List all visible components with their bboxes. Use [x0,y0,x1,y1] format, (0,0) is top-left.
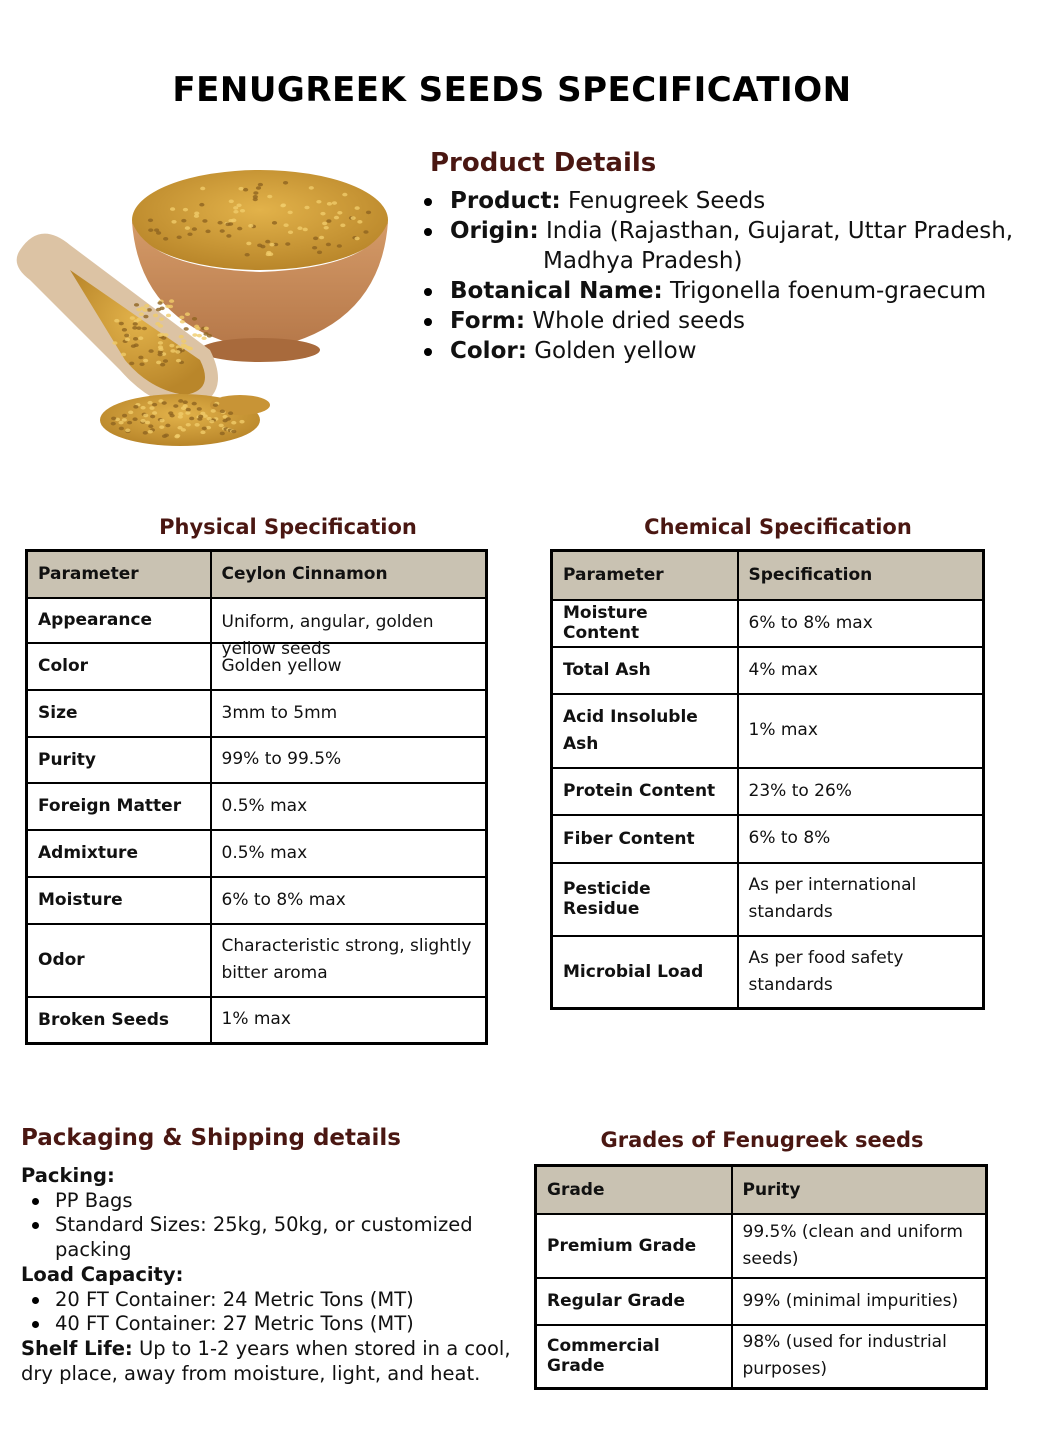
list-item: PP Bags [21,1189,511,1214]
value-cell: As per food safety standards [738,936,984,1009]
detail-color: Color: Golden yellow [422,336,1022,366]
value-cell: As per international standards [738,863,984,936]
parameter-cell: Size [27,690,211,737]
parameter-cell: Microbial Load [552,936,738,1009]
value-cell: 0.5% max [211,783,487,830]
parameter-cell: Total Ash [552,647,738,694]
parameter-cell: Moisture Content [552,600,738,647]
table-row [27,830,487,877]
shelf-life [21,1337,511,1386]
purity-cell: 99% (minimal impurities) [732,1278,987,1325]
grades-table [534,1164,988,1390]
parameter-cell: Fiber Content [552,815,738,863]
grade-cell: Regular Grade [536,1278,732,1325]
packaging-heading: Packaging & Shipping details [21,1125,401,1151]
load-capacity-label: Load Capacity: [21,1262,184,1286]
product-details-heading: Product Details [430,148,657,178]
table-row [552,694,984,768]
table-row [552,647,984,694]
table-row [27,690,487,737]
parameter-cell: Broken Seeds [27,997,211,1044]
parameter-cell: Color [27,643,211,690]
chemical-spec-heading: Chemical Specification [644,515,912,539]
grade-cell: Commercial Grade [536,1325,732,1389]
table-row [27,877,487,924]
parameter-cell: Pesticide Residue [552,863,738,936]
parameter-cell: Protein Content [552,768,738,815]
table-row [536,1325,987,1389]
table-row [27,783,487,830]
value-cell: 99% to 99.5% [211,737,487,783]
parameter-cell: Admixture [27,830,211,877]
shelf-life-text: Up to 1-2 years when stored in a cool, dry place, away from moisture, light, and heat. [21,1336,511,1385]
parameter-cell: Moisture [27,877,211,924]
column-header: Specification [738,551,984,600]
table-row [552,768,984,815]
value-cell: Uniform, angular, golden yellow seeds [211,598,487,643]
table-row [536,1278,987,1325]
product-details-list [422,186,1022,366]
purity-cell: 99.5% (clean and uniform seeds) [732,1214,987,1278]
value-cell: 3mm to 5mm [211,690,487,737]
packing-label: Packing: [21,1164,115,1187]
table-row [536,1214,987,1278]
page-title: FENUGREEK SEEDS SPECIFICATION [172,70,852,110]
table-row [27,598,487,643]
value-cell: 6% to 8% [738,815,984,863]
load-capacity-list [21,1288,511,1337]
parameter-cell: Acid Insoluble Ash [552,694,738,768]
parameter-cell: Foreign Matter [27,783,211,830]
column-header: Ceylon Cinnamon [211,551,487,598]
physical-spec-table [25,549,488,1045]
parameter-cell: Appearance [27,598,211,643]
physical-spec-heading: Physical Specification [159,515,417,539]
list-item: Standard Sizes: 25kg, 50kg, or customized packing [21,1213,511,1262]
table-row [27,737,487,783]
detail-origin: Origin: India (Rajasthan, Gujarat, Uttar Pradesh, Madhya Pradesh) [422,216,1022,276]
table-header-row [27,551,487,598]
packing-list [21,1189,511,1263]
value-cell: 1% max [211,997,487,1044]
table-row [27,997,487,1044]
table-row [552,815,984,863]
grades-heading: Grades of Fenugreek seeds [600,1128,924,1152]
detail-product: Product: Fenugreek Seeds [422,186,1022,216]
value-cell: 4% max [738,647,984,694]
value-cell: Golden yellow [211,643,487,690]
value-cell: 1% max [738,694,984,768]
product-image [10,150,400,460]
value-cell: 0.5% max [211,830,487,877]
table-header-row [536,1166,987,1214]
grade-cell: Premium Grade [536,1214,732,1278]
detail-form: Form: Whole dried seeds [422,306,1022,336]
value-cell: Characteristic strong, slightly bitter aroma [211,924,487,997]
detail-botanical-name: Botanical Name: Trigonella foenum-graecum [422,276,1022,306]
value-cell: 23% to 26% [738,768,984,815]
purity-cell: 98% (used for industrial purposes) [732,1325,987,1389]
value-cell: 6% to 8% max [211,877,487,924]
table-row [552,600,984,647]
column-header: Parameter [27,551,211,598]
table-row [27,924,487,997]
list-item: 40 FT Container: 27 Metric Tons (MT) [21,1312,511,1337]
column-header: Purity [732,1166,987,1214]
column-header: Grade [536,1166,732,1214]
column-header: Parameter [552,551,738,600]
value-cell: 6% to 8% max [738,600,984,647]
table-header-row [552,551,984,600]
parameter-cell: Purity [27,737,211,783]
table-row [552,936,984,1009]
packaging-details [21,1164,511,1386]
list-item: 20 FT Container: 24 Metric Tons (MT) [21,1288,511,1313]
table-row [552,863,984,936]
parameter-cell: Odor [27,924,211,997]
chemical-spec-table [550,549,985,1010]
shelf-life-label: Shelf Life: [21,1336,133,1360]
